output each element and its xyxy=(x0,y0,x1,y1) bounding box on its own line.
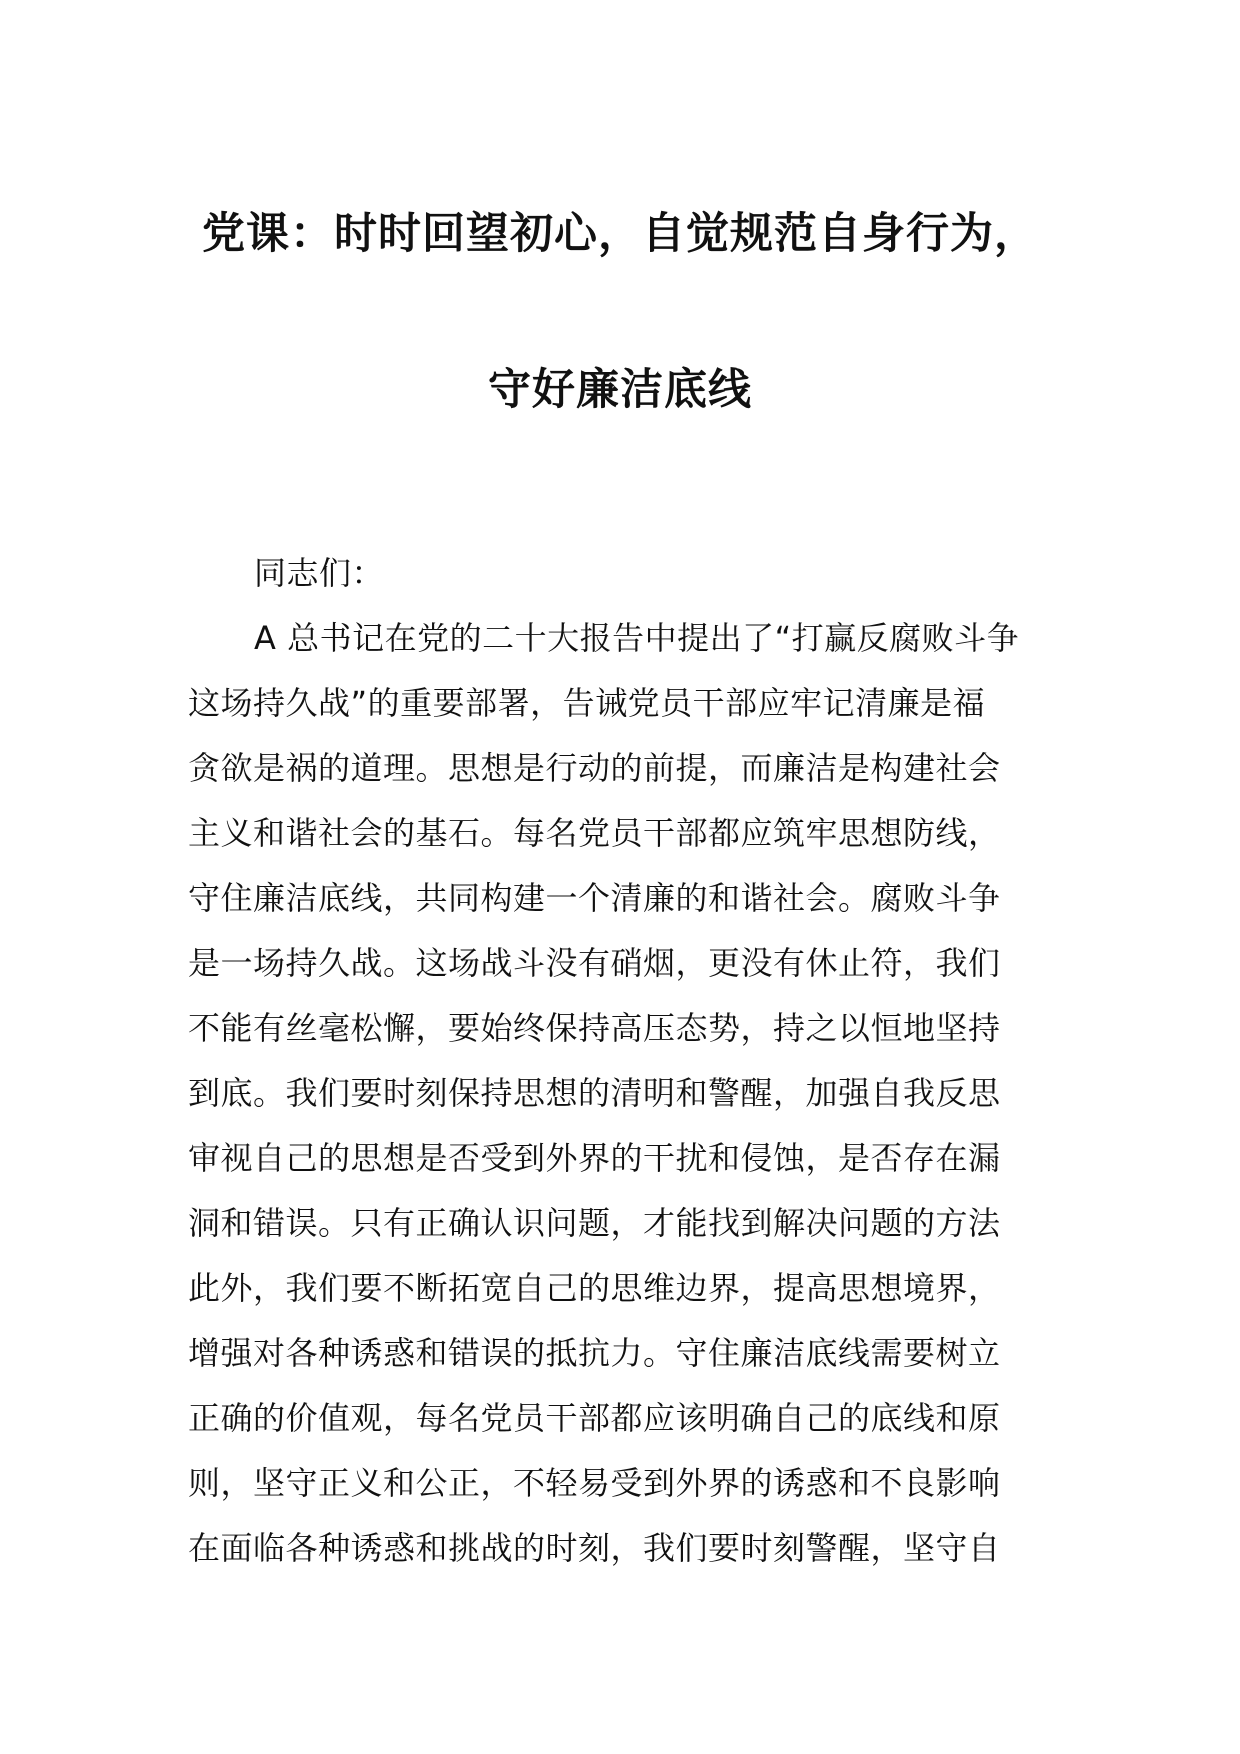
paragraph-line: 不能有丝毫松懈，要始终保持高压态势，持之以恒地坚持 xyxy=(188,1009,1001,1047)
paragraph-line: 这场持久战”的重要部署，告诫党员干部应牢记清廉是福 xyxy=(188,684,986,722)
paragraph-line: 是一场持久战。这场战斗没有硝烟，更没有休止符，我们 xyxy=(188,944,1001,982)
paragraph-line: 正确的价值观，每名党员干部都应该明确自己的底线和原 xyxy=(188,1399,1001,1437)
paragraph-line: 洞和错误。只有正确认识问题，才能找到解决问题的方法 xyxy=(188,1204,1001,1242)
paragraph-line: A 总书记在党的二十大报告中提出了“打赢反腐败斗争 xyxy=(254,619,1020,657)
title-line-2: 守好廉洁底线 xyxy=(488,365,752,415)
paragraph-line: 贪欲是祸的道理。思想是行动的前提，而廉洁是构建社会 xyxy=(188,749,1001,787)
paragraph-line: 此外，我们要不断拓宽自己的思维边界，提高思想境界， xyxy=(188,1269,1001,1307)
title-line-1: 党课：时时回望初心，自觉规范自身行为， xyxy=(202,209,1038,259)
paragraph-line: 在面临各种诱惑和挑战的时刻，我们要时刻警醒，坚守自 xyxy=(188,1529,1001,1567)
paragraph-line: 守住廉洁底线，共同构建一个清廉的和谐社会。腐败斗争 xyxy=(188,879,1001,917)
body-text xyxy=(188,541,1058,1581)
paragraph-line: 审视自己的思想是否受到外界的干扰和侵蚀，是否存在漏 xyxy=(188,1139,1001,1177)
paragraph-line: 则，坚守正义和公正，不轻易受到外界的诱惑和不良影响 xyxy=(188,1464,1001,1502)
paragraph-line: 主义和谐社会的基石。每名党员干部都应筑牢思想防线， xyxy=(188,814,1001,852)
paragraph-line: 到底。我们要时刻保持思想的清明和警醒，加强自我反思 xyxy=(188,1074,1001,1112)
salutation: 同志们： xyxy=(254,554,385,592)
paragraph-line: 增强对各种诱惑和错误的抵抗力。守住廉洁底线需要树立 xyxy=(188,1334,1001,1372)
